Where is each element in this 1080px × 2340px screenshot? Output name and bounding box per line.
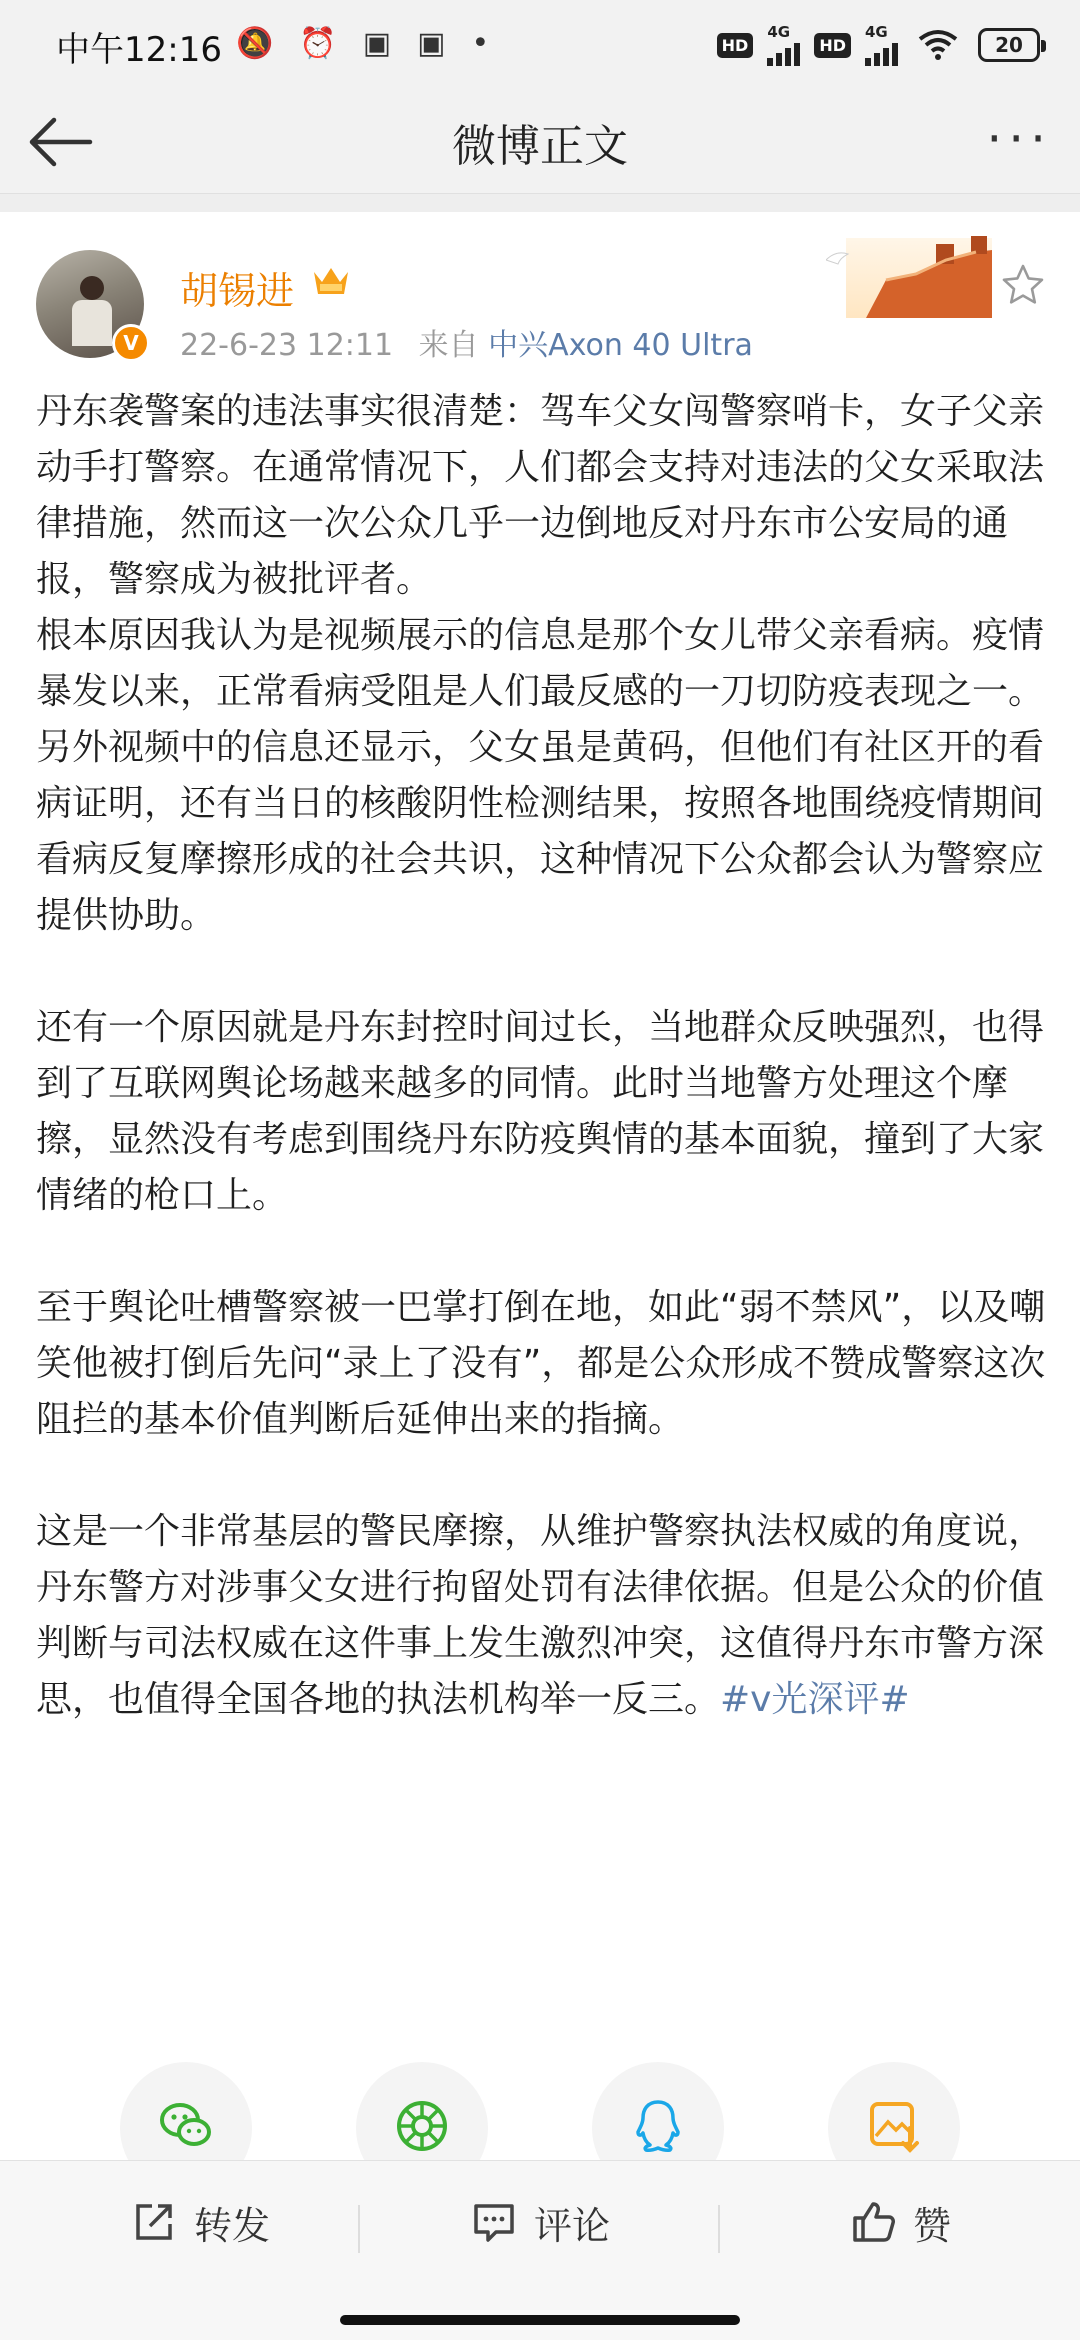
share-row xyxy=(0,2060,1080,2160)
comment-button[interactable] xyxy=(380,2187,700,2257)
home-indicator[interactable] xyxy=(340,2315,740,2325)
qq-icon xyxy=(630,2098,686,2154)
status-system-icons xyxy=(717,24,1040,66)
save-image-icon xyxy=(866,2098,922,2154)
thumbs-up-icon xyxy=(849,2198,897,2246)
save-image-button[interactable] xyxy=(828,2062,960,2160)
like-label: 赞 xyxy=(912,2203,951,2248)
battery-icon: 20 xyxy=(978,28,1040,62)
status-bar xyxy=(0,0,1080,90)
repost-label: 转发 xyxy=(193,2203,270,2248)
signal-icon: 4G xyxy=(767,24,800,66)
hd-icon: HD xyxy=(814,33,851,58)
post-paragraph: 至于舆论吐槽警察被一巴掌打倒在地，如此“弱不禁风”，以及嘲笑他被打倒后先问“录上了没有”，都是公众形成不赞成警察这次阻拦的基本价值判断后延伸出来的指摘。 xyxy=(36,1287,1046,1440)
wechat-icon xyxy=(158,2098,214,2154)
repost-button[interactable] xyxy=(40,2187,360,2257)
share-moments-button[interactable] xyxy=(356,2062,488,2160)
verified-badge: V xyxy=(112,324,150,362)
moments-icon xyxy=(394,2098,450,2154)
great-wall-decoration-icon xyxy=(826,230,992,318)
repost-icon xyxy=(130,2198,178,2246)
app-notification-icon: ▣ xyxy=(417,26,446,61)
member-crown-icon[interactable] xyxy=(310,262,352,300)
wifi-icon xyxy=(918,29,958,61)
mute-icon: 🔕 xyxy=(236,26,274,61)
post-timestamp: 22-6-23 12:11 xyxy=(180,328,394,363)
post-paragraph: 还有一个原因就是丹东封控时间过长，当地群众反映强烈，也得到了互联网舆论场越来越多的同情。此时当地警方处理这个摩擦，显然没有考虑到围绕丹东防疫舆情的基本面貌，撞到了大家情绪的枪口上。 xyxy=(36,1007,1045,1216)
post-paragraph xyxy=(36,1504,1048,1728)
favorite-star-icon[interactable] xyxy=(1000,262,1046,308)
section-divider xyxy=(0,194,1080,212)
post-content xyxy=(36,384,1048,1728)
comment-label: 评论 xyxy=(533,2203,610,2248)
author-name[interactable]: 胡锡进 xyxy=(180,269,295,313)
status-notification-icons xyxy=(236,26,489,61)
more-notifications-icon: • xyxy=(471,26,490,61)
hashtag-link[interactable]: #v光深评# xyxy=(720,1679,910,1720)
source-device[interactable]: 中兴Axon 40 Ultra xyxy=(488,328,753,363)
toolbar-divider xyxy=(718,2205,720,2253)
post-paragraph-text: 这是一个非常基层的警民摩擦，从维护警察执法权威的角度说，丹东警方对涉事父女进行拘留处罚有法律依据。但是公众的价值判断与司法权威在这件事上发生激烈冲突，这值得丹东市警方深思，也值得全国各地的执法机构举一反三。 xyxy=(36,1511,1045,1720)
app-notification-icon: ▣ xyxy=(362,26,392,61)
share-qq-button[interactable] xyxy=(592,2062,724,2160)
bottom-toolbar xyxy=(0,2160,1080,2340)
status-time: 中午12:16 xyxy=(56,30,222,70)
like-button[interactable] xyxy=(740,2187,1060,2257)
comment-icon xyxy=(470,2198,518,2246)
source-prefix: 来自 xyxy=(418,328,479,363)
toolbar-divider xyxy=(358,2205,360,2253)
post-paragraph: 丹东袭警案的违法事实很清楚：驾车父女闯警察哨卡，女子父亲动手打警察。在通常情况下，人们都会支持对违法的父女采取法律措施，然而这一次公众几乎一边倒地反对丹东市公安局的通报，警察成为被批评者。 xyxy=(36,391,1045,600)
page-title: 微博正文 xyxy=(452,121,628,172)
alarm-icon: ⏰ xyxy=(299,26,337,61)
signal-icon: 4G xyxy=(865,24,898,66)
post-meta xyxy=(180,320,753,364)
author-header xyxy=(0,212,1080,372)
nav-bar xyxy=(0,90,1080,194)
more-options-icon[interactable]: ··· xyxy=(986,110,1052,168)
hd-icon: HD xyxy=(717,33,754,58)
post-paragraph: 根本原因我认为是视频展示的信息是那个女儿带父亲看病。疫情暴发以来，正常看病受阻是人们最反感的一刀切防疫表现之一。另外视频中的信息还显示，父女虽是黄码，但他们有社区开的看病证明，还有当日的核酸阴性检测结果，按照各地围绕疫情期间看病反复摩擦形成的社会共识，这种情况下公众都会认为警察应提供协助。 xyxy=(36,615,1045,936)
share-wechat-button[interactable] xyxy=(120,2062,252,2160)
